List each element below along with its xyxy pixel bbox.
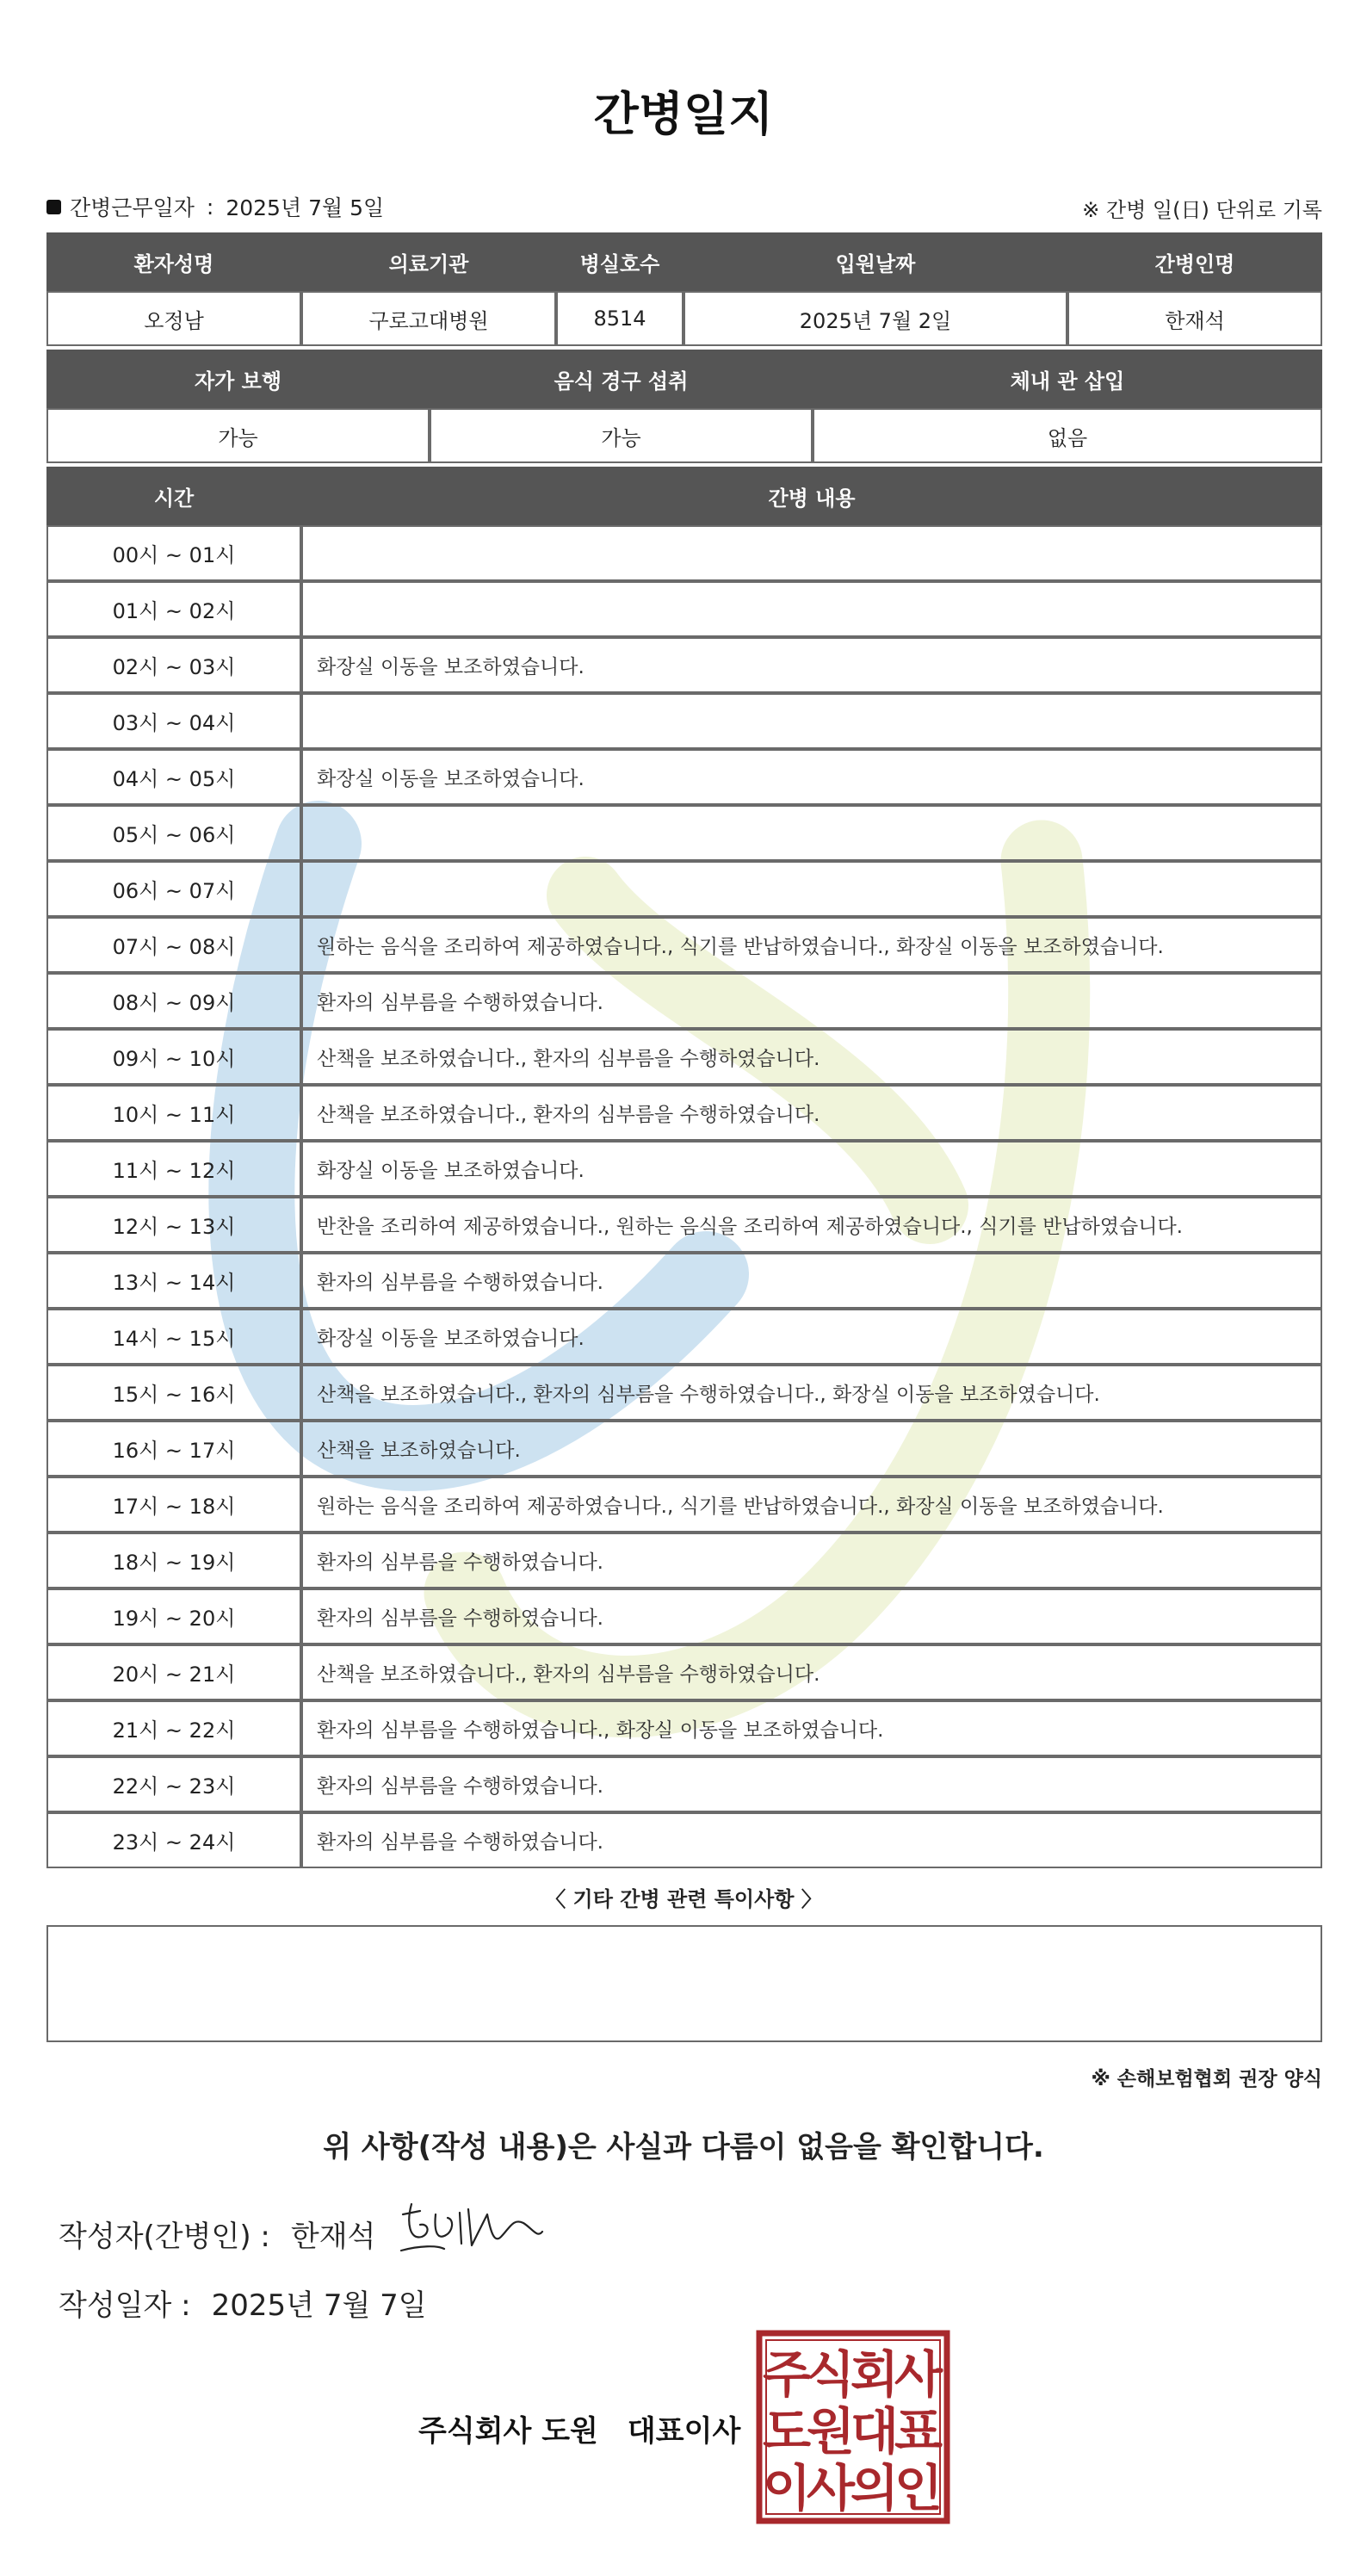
seal-glyph: 이 bbox=[762, 2459, 812, 2517]
log-content-cell: 화장실 이동을 보조하였습니다. bbox=[301, 637, 1322, 693]
notes-title: 〈 기타 간병 관련 특이사항 〉 bbox=[545, 1887, 822, 1911]
log-content-cell: 화장실 이동을 보조하였습니다. bbox=[301, 749, 1322, 805]
log-content-cell: 환자의 심부름을 수행하였습니다. bbox=[301, 1588, 1322, 1644]
care-log-body bbox=[46, 525, 1322, 1868]
self-walking-value: 가능 bbox=[46, 408, 430, 463]
log-time-cell: 21시 ~ 22시 bbox=[46, 1700, 301, 1756]
seal-glyph: 도 bbox=[762, 2402, 812, 2461]
company-seal-stamp bbox=[756, 2330, 950, 2524]
patient-name: 오정남 bbox=[46, 291, 301, 346]
log-content-cell: 환자의 심부름을 수행하였습니다. bbox=[301, 1812, 1322, 1868]
log-content-cell: 화장실 이동을 보조하였습니다. bbox=[301, 1309, 1322, 1365]
header-room-number: 병실호수 bbox=[556, 232, 684, 291]
log-content-cell: 환자의 심부름을 수행하였습니다. bbox=[301, 973, 1322, 1029]
log-content-cell bbox=[301, 693, 1322, 749]
written-date-line bbox=[59, 2282, 427, 2324]
log-time-cell: 05시 ~ 06시 bbox=[46, 805, 301, 861]
log-time-cell: 09시 ~ 10시 bbox=[46, 1029, 301, 1085]
log-time-cell: 07시 ~ 08시 bbox=[46, 917, 301, 973]
log-content-cell: 환자의 심부름을 수행하였습니다., 화장실 이동을 보조하였습니다. bbox=[301, 1700, 1322, 1756]
log-time-cell: 08시 ~ 09시 bbox=[46, 973, 301, 1029]
seal-glyph: 대 bbox=[850, 2402, 900, 2461]
table-row bbox=[46, 525, 1322, 581]
seal-glyph: 회 bbox=[850, 2345, 900, 2404]
table-row bbox=[46, 1085, 1322, 1141]
log-time-cell: 01시 ~ 02시 bbox=[46, 581, 301, 637]
author-name: 한재석 bbox=[290, 2220, 376, 2254]
company-representative-title: 대표이사 bbox=[627, 2414, 741, 2449]
table-row bbox=[46, 1029, 1322, 1085]
seal-glyph: 식 bbox=[806, 2345, 856, 2404]
log-content-cell: 화장실 이동을 보조하였습니다. bbox=[301, 1141, 1322, 1197]
log-time-cell: 03시 ~ 04시 bbox=[46, 693, 301, 749]
table-row bbox=[46, 805, 1322, 861]
page-title: 간병일지 bbox=[593, 87, 774, 141]
log-content-cell bbox=[301, 861, 1322, 917]
log-content-cell: 원하는 음식을 조리하여 제공하였습니다., 식기를 반납하였습니다., 화장실 이동을 보조하였습니다. bbox=[301, 1477, 1322, 1533]
log-content-cell: 환자의 심부름을 수행하였습니다. bbox=[301, 1253, 1322, 1309]
caregiver-name: 한재석 bbox=[1067, 291, 1322, 346]
table-row bbox=[46, 917, 1322, 973]
table-row bbox=[46, 749, 1322, 805]
table-row bbox=[46, 1477, 1322, 1533]
confirmation-statement: 위 사항(작성 내용)은 사실과 다름이 없음을 확인합니다. bbox=[323, 2130, 1044, 2164]
header-care-content: 간병 내용 bbox=[301, 467, 1322, 525]
table-row bbox=[46, 1253, 1322, 1309]
log-time-cell: 14시 ~ 15시 bbox=[46, 1309, 301, 1365]
tube-insertion-value: 없음 bbox=[813, 408, 1322, 463]
work-date-line bbox=[46, 191, 384, 222]
written-date-label: 작성일자 : bbox=[59, 2288, 191, 2323]
work-date-value: 2025년 7월 5일 bbox=[226, 195, 385, 220]
seal-glyph: 의 bbox=[850, 2459, 900, 2517]
log-time-cell: 19시 ~ 20시 bbox=[46, 1588, 301, 1644]
log-time-cell: 16시 ~ 17시 bbox=[46, 1421, 301, 1477]
company-name: 주식회사 도원 bbox=[418, 2414, 598, 2449]
header-oral-intake: 음식 경구 섭취 bbox=[430, 350, 813, 408]
table-row bbox=[46, 1141, 1322, 1197]
table-row bbox=[46, 973, 1322, 1029]
log-content-cell: 산책을 보조하였습니다. bbox=[301, 1421, 1322, 1477]
company-line bbox=[418, 2407, 740, 2449]
header-tube-insertion: 체내 관 삽입 bbox=[813, 350, 1322, 408]
table-row bbox=[46, 1756, 1322, 1812]
log-time-cell: 13시 ~ 14시 bbox=[46, 1253, 301, 1309]
author-signature bbox=[394, 2197, 549, 2266]
log-time-cell: 20시 ~ 21시 bbox=[46, 1644, 301, 1700]
header-hospital: 의료기관 bbox=[301, 232, 556, 291]
author-line bbox=[59, 2213, 375, 2255]
log-time-cell: 06시 ~ 07시 bbox=[46, 861, 301, 917]
table-row bbox=[46, 637, 1322, 693]
table-row bbox=[46, 1812, 1322, 1868]
author-label: 작성자(간병인) : bbox=[59, 2220, 270, 2254]
log-time-cell: 18시 ~ 19시 bbox=[46, 1533, 301, 1588]
table-row bbox=[46, 1644, 1322, 1700]
log-content-cell: 환자의 심부름을 수행하였습니다. bbox=[301, 1756, 1322, 1812]
log-content-cell: 환자의 심부름을 수행하였습니다. bbox=[301, 1533, 1322, 1588]
header-patient-name: 환자성명 bbox=[46, 232, 301, 291]
seal-glyph: 사 bbox=[894, 2345, 943, 2404]
written-date-value: 2025년 7월 7일 bbox=[211, 2288, 427, 2323]
log-content-cell: 산책을 보조하였습니다., 환자의 심부름을 수행하였습니다. bbox=[301, 1085, 1322, 1141]
log-time-cell: 12시 ~ 13시 bbox=[46, 1197, 301, 1253]
patient-capability-table bbox=[46, 350, 1322, 463]
hospital-name: 구로고대병원 bbox=[301, 291, 556, 346]
log-content-cell bbox=[301, 581, 1322, 637]
table-row bbox=[46, 1533, 1322, 1588]
table-row bbox=[46, 693, 1322, 749]
bullet-square-icon bbox=[46, 200, 61, 214]
table-row bbox=[46, 1365, 1322, 1421]
header-self-walking: 자가 보행 bbox=[46, 350, 430, 408]
log-content-cell: 산책을 보조하였습니다., 환자의 심부름을 수행하였습니다. bbox=[301, 1644, 1322, 1700]
log-time-cell: 11시 ~ 12시 bbox=[46, 1141, 301, 1197]
header-time: 시간 bbox=[46, 467, 301, 525]
table-row bbox=[46, 1421, 1322, 1477]
log-time-cell: 00시 ~ 01시 bbox=[46, 525, 301, 581]
log-time-cell: 02시 ~ 03시 bbox=[46, 637, 301, 693]
notes-box bbox=[46, 1925, 1322, 2042]
log-content-cell: 산책을 보조하였습니다., 환자의 심부름을 수행하였습니다., 화장실 이동을 보조하였습니다. bbox=[301, 1365, 1322, 1421]
seal-glyph: 원 bbox=[806, 2402, 856, 2461]
header-admission-date: 입원날짜 bbox=[684, 232, 1067, 291]
log-time-cell: 04시 ~ 05시 bbox=[46, 749, 301, 805]
table-row bbox=[46, 581, 1322, 637]
header-caregiver-name: 간병인명 bbox=[1067, 232, 1322, 291]
seal-glyph: 표 bbox=[894, 2402, 943, 2461]
log-time-cell: 15시 ~ 16시 bbox=[46, 1365, 301, 1421]
work-date-label: 간병근무일자 bbox=[70, 195, 195, 220]
room-number: 8514 bbox=[556, 291, 684, 346]
log-content-cell: 산책을 보조하였습니다., 환자의 심부름을 수행하였습니다. bbox=[301, 1029, 1322, 1085]
seal-glyph: 사 bbox=[806, 2459, 856, 2517]
log-content-cell bbox=[301, 525, 1322, 581]
log-time-cell: 22시 ~ 23시 bbox=[46, 1756, 301, 1812]
log-time-cell: 10시 ~ 11시 bbox=[46, 1085, 301, 1141]
seal-glyph: 주 bbox=[762, 2345, 812, 2404]
table-row bbox=[46, 1588, 1322, 1644]
work-date-separator: : bbox=[206, 194, 214, 220]
table-row bbox=[46, 861, 1322, 917]
table-row bbox=[46, 1700, 1322, 1756]
admission-date: 2025년 7월 2일 bbox=[684, 291, 1067, 346]
oral-intake-value: 가능 bbox=[430, 408, 813, 463]
form-source-note: ※ 손해보험협회 권장 양식 bbox=[1091, 2068, 1322, 2090]
table-row bbox=[46, 1197, 1322, 1253]
record-unit-note: ※ 간병 일(日) 단위로 기록 bbox=[1082, 198, 1322, 222]
log-content-cell: 반찬을 조리하여 제공하였습니다., 원하는 음식을 조리하여 제공하였습니다., 식기를 반납하였습니다. bbox=[301, 1197, 1322, 1253]
table-row bbox=[46, 1309, 1322, 1365]
seal-glyph: 인 bbox=[894, 2459, 943, 2517]
log-content-cell: 원하는 음식을 조리하여 제공하였습니다., 식기를 반납하였습니다., 화장실 이동을 보조하였습니다. bbox=[301, 917, 1322, 973]
care-log-table bbox=[46, 467, 1322, 1868]
log-time-cell: 17시 ~ 18시 bbox=[46, 1477, 301, 1533]
patient-info-table bbox=[46, 232, 1322, 346]
log-content-cell bbox=[301, 805, 1322, 861]
log-time-cell: 23시 ~ 24시 bbox=[46, 1812, 301, 1868]
